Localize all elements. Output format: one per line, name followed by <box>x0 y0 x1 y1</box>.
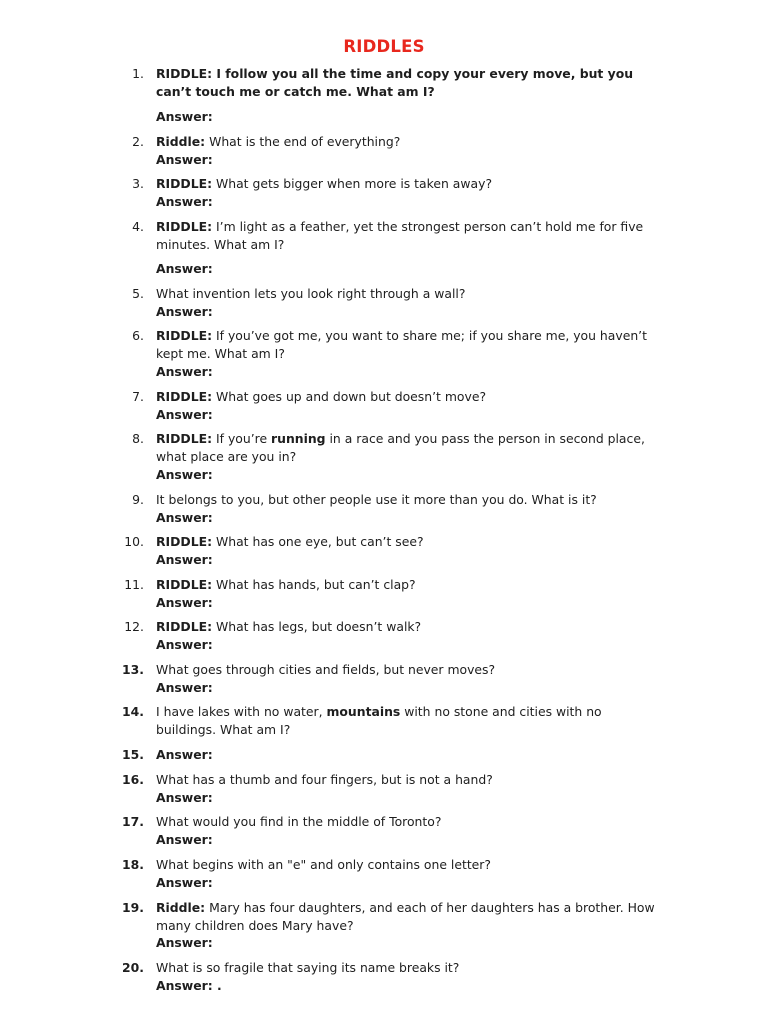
riddle-text: in a race and you pass the person in second place, what place are you in? <box>156 431 645 464</box>
riddle-number: 7. <box>132 389 144 404</box>
answer-label: Answer: <box>156 595 213 610</box>
answer-label: Answer: <box>156 510 213 525</box>
riddle-text: It belongs to you, but other people use it more than you do. What is it? <box>156 492 597 507</box>
riddle-question <box>156 959 664 977</box>
riddle-text: What would you find in the middle of Toronto? <box>156 814 442 829</box>
riddle-text: What goes up and down but doesn’t move? <box>212 389 487 404</box>
riddle-number: 18. <box>122 857 144 872</box>
riddle-number: 10. <box>124 534 144 549</box>
riddle-question <box>156 771 664 789</box>
answer-label: Answer: <box>156 875 213 890</box>
answer-label: Answer: <box>156 364 213 379</box>
riddle-question <box>156 218 664 254</box>
riddle-number: 12. <box>124 619 144 634</box>
riddle-text: What begins with an "e" and only contains one letter? <box>156 857 491 872</box>
answer-label: Answer: <box>156 152 213 167</box>
answer-label: Answer: <box>156 467 213 482</box>
answer-label: Answer: <box>156 194 213 209</box>
riddle-question <box>156 327 664 363</box>
riddle-number: 6. <box>132 328 144 343</box>
riddle-label: Riddle: <box>156 134 206 149</box>
riddle-number: 16. <box>122 772 144 787</box>
riddle-number: 13. <box>122 662 144 677</box>
answer-label: Answer: <box>156 407 213 422</box>
riddle-keyword: running <box>271 431 326 446</box>
riddle-number: 2. <box>132 134 144 149</box>
riddle-label: RIDDLE: <box>156 389 213 404</box>
riddle-text-pre: If you’re <box>212 431 272 446</box>
riddle-text-pre: I have lakes with no water, <box>156 704 327 719</box>
riddle-question <box>156 856 664 874</box>
riddle-text: Mary has four daughters, and each of her daughters has a brother. How many children does Mary have? <box>156 900 655 933</box>
answer-label: Answer: <box>156 261 213 276</box>
riddle-label: RIDDLE: <box>156 219 213 234</box>
riddle-number: 4. <box>132 219 144 234</box>
riddle-question <box>156 491 664 509</box>
riddle-number: 5. <box>132 286 144 301</box>
riddle-text: What is the end of everything? <box>205 134 401 149</box>
answer-label: Answer: <box>156 304 213 319</box>
riddle-question <box>156 813 664 831</box>
riddle-text: If you’ve got me, you want to share me; if you share me, you haven’t kept me. What am I? <box>156 328 647 361</box>
riddle-question <box>156 899 664 935</box>
riddle-label: RIDDLE: <box>156 328 213 343</box>
riddle-number: 20. <box>122 960 144 975</box>
riddle-keyword: mountains <box>326 704 401 719</box>
riddle-number: 8. <box>132 431 144 446</box>
riddle-number: 1. <box>132 66 144 81</box>
answer-label: Answer: . <box>156 978 222 993</box>
riddle-label: RIDDLE: <box>156 176 213 191</box>
riddle-text: What has legs, but doesn’t walk? <box>212 619 422 634</box>
riddle-text: What invention lets you look right through a wall? <box>156 286 466 301</box>
riddle-number: 15. <box>122 747 144 762</box>
page-title: RIDDLES <box>343 37 425 56</box>
riddle-text: What gets bigger when more is taken away? <box>212 176 493 191</box>
riddle-label: RIDDLE: <box>156 431 213 446</box>
riddle-label: RIDDLE: <box>156 66 213 81</box>
riddle-question <box>156 430 664 466</box>
riddle-number: 17. <box>122 814 144 829</box>
answer-label: Answer: <box>156 552 213 567</box>
riddle-text: What has hands, but can’t clap? <box>212 577 416 592</box>
answer-label: Answer: <box>156 680 213 695</box>
riddle-text: What is so fragile that saying its name breaks it? <box>156 960 460 975</box>
answer-label: Answer: <box>156 747 213 762</box>
riddle-text: I’m light as a feather, yet the strongest person can’t hold me for five minutes. What am I? <box>156 219 644 252</box>
riddle-question <box>156 661 664 679</box>
answer-label: Answer: <box>156 790 213 805</box>
riddle-text: What has a thumb and four fingers, but is not a hand? <box>156 772 493 787</box>
riddle-text: What has one eye, but can’t see? <box>212 534 424 549</box>
riddle-question <box>156 285 664 303</box>
riddle-question <box>156 133 664 151</box>
riddle-number: 14. <box>122 704 144 719</box>
answer-label: Answer: <box>156 109 213 124</box>
answer-label: Answer: <box>156 832 213 847</box>
riddle-question <box>156 703 664 739</box>
riddle-question <box>156 533 664 551</box>
riddle-question <box>156 576 664 594</box>
riddle-number: 3. <box>132 176 144 191</box>
riddle-number: 19. <box>122 900 144 915</box>
riddle-text: I follow you all the time and copy your every move, but you can’t touch me or catch me. What am I? <box>156 66 634 99</box>
riddle-number: 11. <box>124 577 144 592</box>
riddle-question <box>156 175 664 193</box>
riddle-text: What goes through cities and fields, but never moves? <box>156 662 496 677</box>
riddle-label: RIDDLE: <box>156 577 213 592</box>
answer-label: Answer: <box>156 637 213 652</box>
riddle-label: RIDDLE: <box>156 534 213 549</box>
riddle-label: Riddle: <box>156 900 206 915</box>
riddle-question <box>156 388 664 406</box>
riddle-question <box>156 618 664 636</box>
riddle-text: with no stone and cities with no buildings. What am I? <box>156 704 602 737</box>
riddle-label: RIDDLE: <box>156 619 213 634</box>
answer-label: Answer: <box>156 935 213 950</box>
riddle-number: 9. <box>132 492 144 507</box>
riddle-question <box>156 65 664 101</box>
